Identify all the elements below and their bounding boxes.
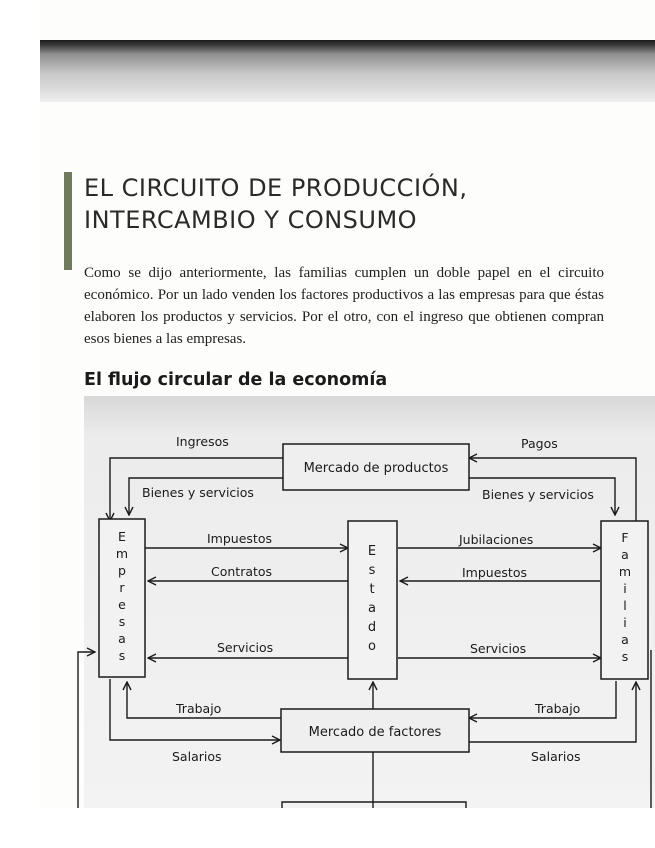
empresas-letter: r	[119, 580, 125, 595]
impuestos-right-label: Impuestos	[462, 565, 527, 580]
estado-letter: E	[367, 544, 377, 559]
estado-letter: o	[368, 639, 376, 654]
empresas-letter: s	[118, 614, 126, 629]
trabajo-right-label: Trabajo	[535, 701, 581, 716]
empresas-letter: E	[118, 529, 126, 544]
pagos-label: Pagos	[521, 436, 558, 451]
trabajo-left-label: Trabajo	[176, 701, 222, 716]
intro-paragraph: Como se dijo anteriormente, las familias cumplen un doble papel en el circuito económico. Por un lado venden los factores productivos a las empresas para que éstas elaboren los productos y servicios. Por el otro, con el ingreso que obtienen compran esos bienes a las empresas.	[84, 265, 604, 347]
servicios-left-label: Servicios	[217, 640, 274, 655]
estado-letter: t	[369, 582, 375, 597]
title-line-1: EL CIRCUITO DE PRODUCCIÓN,	[84, 174, 468, 202]
familias-letter: a	[621, 547, 629, 562]
mercado-factores-label: Mercado de factores	[308, 725, 442, 740]
empresas-letter: p	[118, 563, 126, 578]
estado-letter: d	[367, 620, 377, 635]
salarios-right-label: Salarios	[531, 749, 581, 764]
familias-letter: i	[623, 581, 627, 596]
page-bottom-margin	[0, 808, 655, 848]
impuestos-left-label: Impuestos	[207, 531, 272, 546]
contratos-label: Contratos	[211, 564, 273, 579]
title-line-2: INTERCAMBIO Y CONSUMO	[84, 206, 418, 234]
empresas-left-inflow	[78, 652, 95, 808]
familias-letter: i	[623, 615, 627, 630]
section-heading: El flujo circular de la economía	[84, 370, 388, 390]
ingresos-label: Ingresos	[176, 434, 229, 449]
bienes-servicios-right-label: Bienes y servicios	[482, 487, 594, 502]
familias-letter: m	[618, 564, 632, 579]
bienes-servicios-left-label: Bienes y servicios	[142, 485, 254, 500]
familias-letter: l	[623, 598, 627, 613]
empresas-letter: e	[118, 597, 126, 612]
estado-letter: a	[368, 601, 376, 616]
salarios-left-label: Salarios	[172, 749, 222, 764]
empresas-letter: s	[118, 648, 126, 663]
empresas-letter: m	[115, 546, 129, 561]
familias-letter: F	[621, 530, 629, 545]
estado-letter: s	[368, 563, 376, 578]
servicios-right-label: Servicios	[470, 641, 527, 656]
familias-letter: s	[621, 649, 629, 664]
jubilaciones-label: Jubilaciones	[459, 532, 534, 547]
familias-letter: a	[621, 632, 629, 647]
empresas-letter: a	[118, 631, 126, 646]
mercado-productos-label: Mercado de productos	[303, 461, 449, 476]
